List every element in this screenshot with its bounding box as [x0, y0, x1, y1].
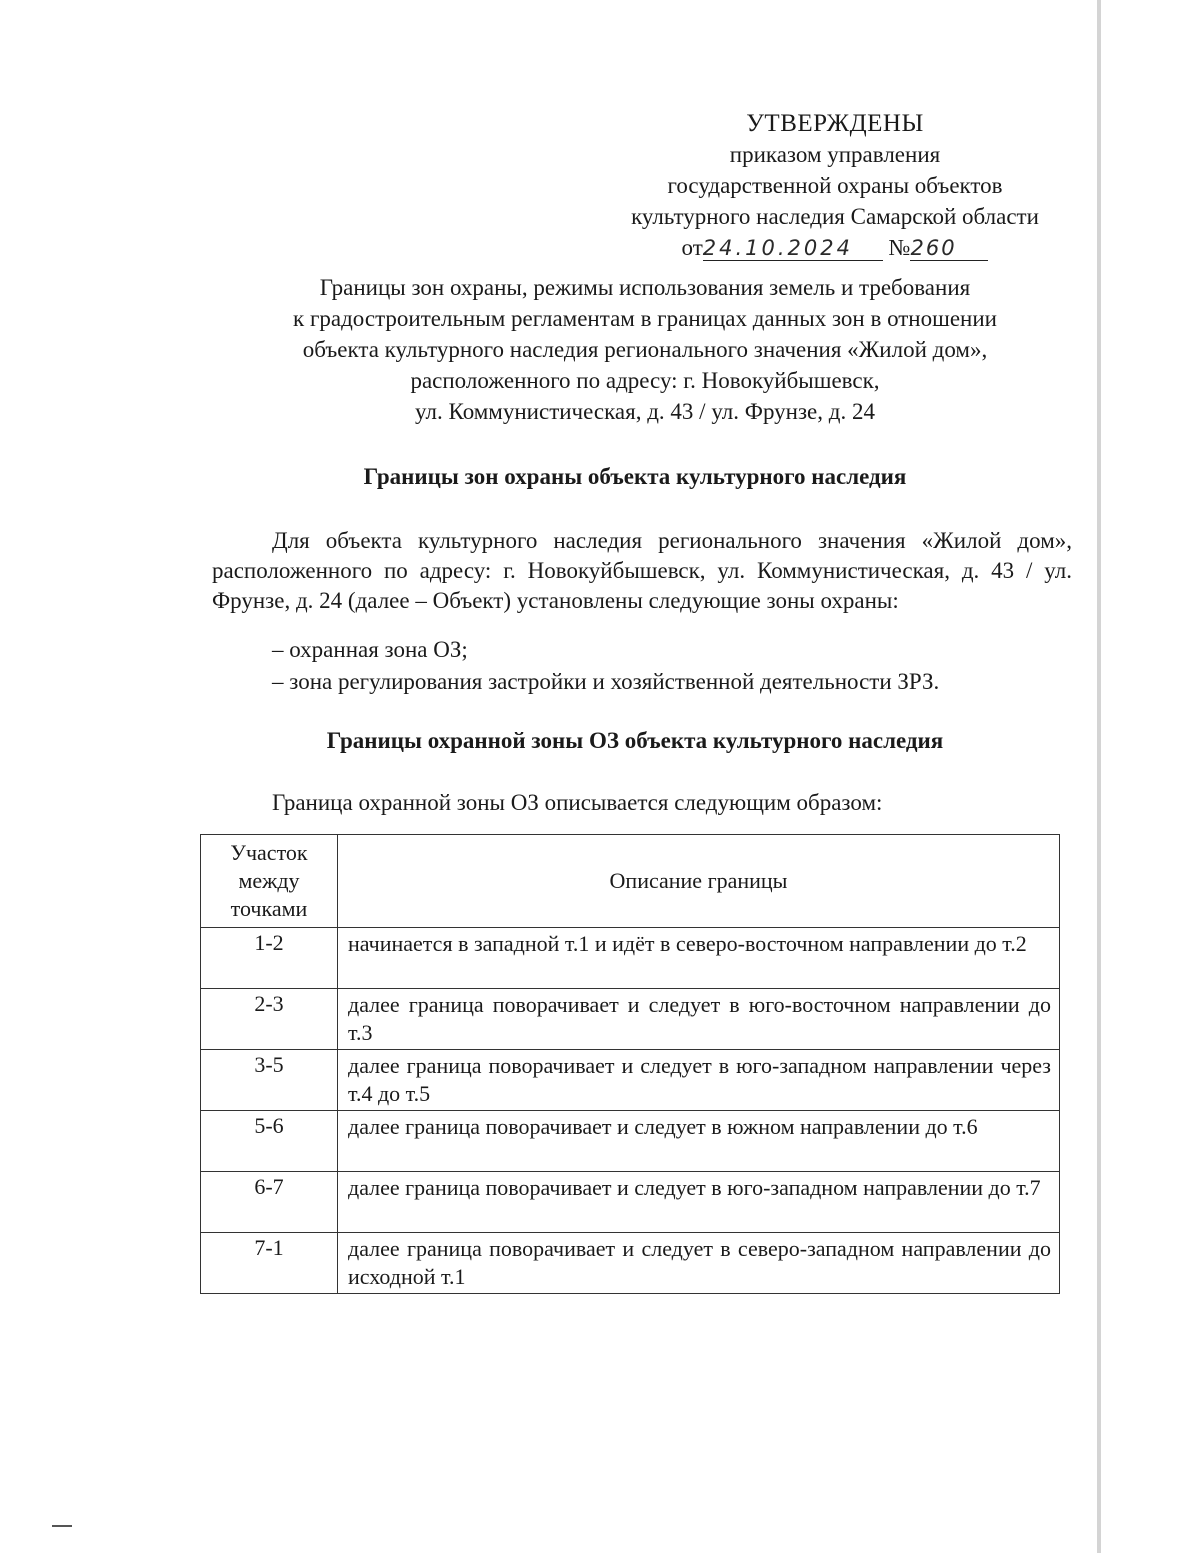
description-cell: далее граница поворачивает и следует в северо-западном направлении до исходной т.1	[338, 1233, 1060, 1294]
table-row	[201, 1050, 1060, 1111]
approval-heading: УТВЕРЖДЕНЫ	[746, 110, 924, 137]
header-description: Описание границы	[338, 835, 1060, 928]
title-line: к градостроительным регламентам в границах данных зон в отношении	[293, 306, 997, 331]
segment-cell: 5-6	[201, 1111, 338, 1172]
approval-line: культурного наследия Самарской области	[631, 204, 1039, 229]
table-row	[201, 1172, 1060, 1233]
scan-corner-mark	[52, 1525, 72, 1527]
header-segment	[201, 835, 338, 928]
zone-item: – охранная зона ОЗ;	[272, 637, 468, 662]
number-prefix: №	[888, 235, 911, 260]
header-segment-line: Участок	[230, 840, 308, 865]
table-intro: Граница охранной зоны ОЗ описывается следующим образом:	[272, 790, 883, 815]
approval-line: приказом управления	[729, 142, 941, 167]
document-title	[200, 272, 1090, 427]
header-segment-line: точками	[230, 896, 308, 921]
zones-list	[272, 634, 939, 698]
date-prefix: от	[681, 235, 703, 260]
title-line: ул. Коммунистическая, д. 43 / ул. Фрунзе, д. 24	[415, 399, 875, 424]
scan-edge-line	[1097, 0, 1101, 1553]
section-heading-protection-zone: Границы охранной зоны ОЗ объекта культурного наследия	[326, 728, 944, 753]
description-cell: далее граница поворачивает и следует в юго-западном направлении через т.4 до т.5	[338, 1050, 1060, 1111]
table-row	[201, 928, 1060, 989]
segment-cell: 7-1	[201, 1233, 338, 1294]
header-segment-line: между	[238, 868, 300, 893]
description-cell: далее граница поворачивает и следует в юго-восточном направлении до т.3	[338, 989, 1060, 1050]
section-heading-zones: Границы зон охраны объекта культурного наследия	[363, 464, 907, 489]
zone-item: – зона регулирования застройки и хозяйственной деятельности ЗРЗ.	[272, 669, 940, 694]
table-header-row	[201, 835, 1060, 928]
table-row	[201, 1233, 1060, 1294]
approval-line: государственной охраны объектов	[667, 173, 1003, 198]
segment-cell: 2-3	[201, 989, 338, 1050]
title-line: объекта культурного наследия регионального значения «Жилой дом»,	[302, 337, 988, 362]
table-row	[201, 1111, 1060, 1172]
segment-cell: 1-2	[201, 928, 338, 989]
handwritten-number: 260	[910, 236, 988, 261]
segment-cell: 6-7	[201, 1172, 338, 1233]
table-row	[201, 989, 1060, 1050]
description-cell: начинается в западной т.1 и идёт в северо-восточном направлении до т.2	[338, 928, 1060, 989]
title-line: Границы зон охраны, режимы использования земель и требования	[319, 275, 971, 300]
zones-paragraph: Для объекта культурного наследия регионального значения «Жилой дом», расположенного по адресу: г. Новокуйбышевск, ул. Коммунистическая, д. 43 / ул. Фрунзе, д. 24 (далее – Объект) установлены следующие зоны охраны:	[212, 528, 1072, 613]
title-line: расположенного по адресу: г. Новокуйбышевск,	[410, 368, 880, 393]
handwritten-date: 24.10.2024	[703, 236, 883, 261]
segment-cell: 3-5	[201, 1050, 338, 1111]
description-cell: далее граница поворачивает и следует в южном направлении до т.6	[338, 1111, 1060, 1172]
approval-stamp	[600, 108, 1070, 263]
boundary-table	[200, 834, 1060, 1294]
order-date-number-line	[600, 232, 1070, 263]
description-cell: далее граница поворачивает и следует в юго-западном направлении до т.7	[338, 1172, 1060, 1233]
